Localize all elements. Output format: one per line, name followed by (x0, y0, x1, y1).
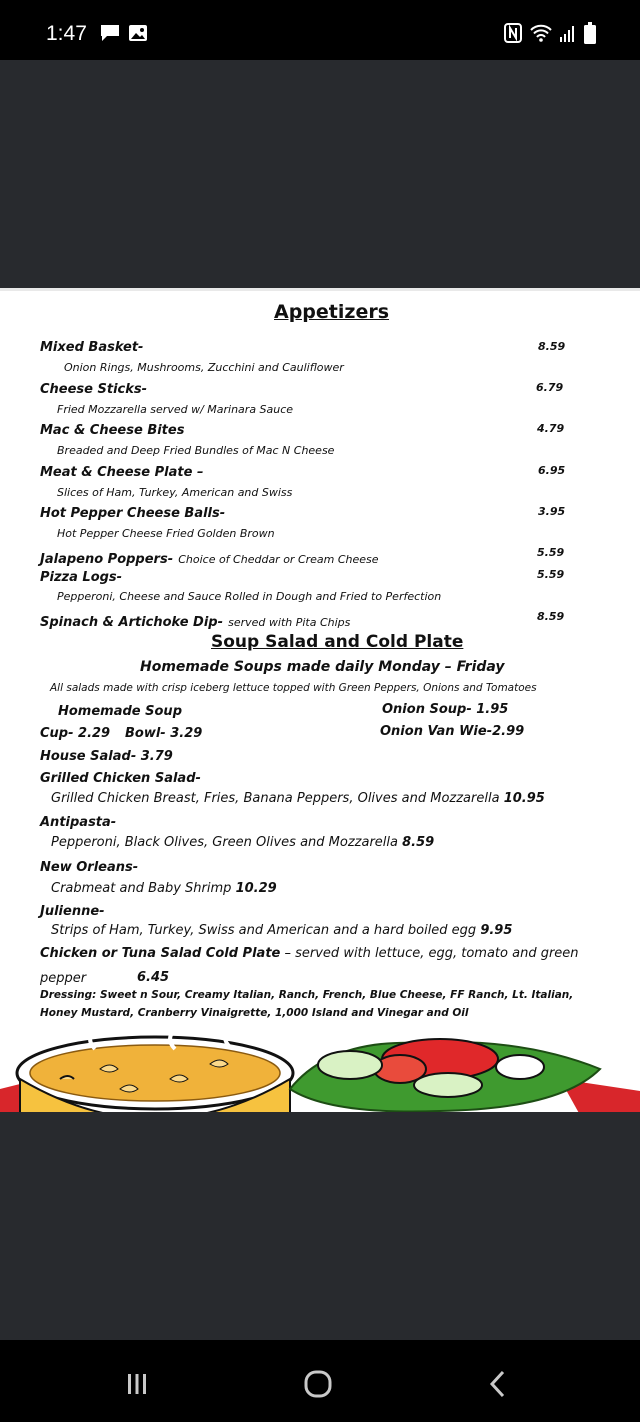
food-illustration (0, 1029, 640, 1112)
status-time: 1:47 (46, 22, 87, 45)
navigation-bar (0, 1340, 640, 1422)
antipasta-desc: Pepperoni, Black Olives, Green Olives and Mozzarella (51, 835, 398, 850)
julienne-price: 9.95 (480, 923, 513, 938)
appetizer-price: 4.79 (537, 422, 565, 435)
grilled-chicken-desc: Grilled Chicken Breast, Fries, Banana Peppers, Olives and Mozzarella (51, 791, 500, 806)
grilled-chicken-line (51, 791, 545, 806)
new-orleans-line (51, 881, 277, 896)
appetizer-line (40, 548, 379, 567)
status-bar (0, 0, 640, 60)
appetizers-heading: Appetizers (274, 301, 390, 323)
soup-salad-heading: Soup Salad and Cold Plate (211, 632, 464, 652)
back-button[interactable] (478, 1364, 518, 1404)
appetizer-name: Meat & Cheese Plate – (40, 465, 204, 480)
appetizer-name: Jalapeno Poppers- (40, 552, 174, 567)
antipasta-price: 8.59 (402, 835, 435, 850)
grilled-chicken-title: Grilled Chicken Salad- (40, 771, 201, 786)
appetizer-desc: served with Pita Chips (228, 616, 351, 629)
onion-van-wie: Onion Van Wie-2.99 (380, 724, 525, 739)
appetizer-desc: Slices of Ham, Turkey, American and Swiss (57, 486, 293, 499)
julienne-line (51, 923, 512, 938)
signal-icon (560, 24, 576, 46)
dressing-line-2: Honey Mustard, Cranberry Vinaigrette, 1,000 Island and Vinegar and Oil (40, 1007, 469, 1019)
appetizer-name: Mac & Cheese Bites (40, 423, 185, 438)
cold-plate-desc-2: pepper (40, 971, 87, 986)
bowl-price: Bowl- 3.29 (125, 726, 203, 741)
cup-price: Cup- 2.29 (40, 726, 111, 741)
new-orleans-price: 10.29 (235, 881, 277, 896)
cold-plate-desc: – served with lettuce, egg, tomato and green (280, 946, 579, 961)
appetizer-price: 8.59 (538, 340, 566, 353)
appetizer-desc: Hot Pepper Cheese Fried Golden Brown (57, 527, 275, 540)
image-icon (128, 24, 148, 46)
battery-icon (584, 22, 596, 48)
appetizer-desc: Breaded and Deep Fried Bundles of Mac N Cheese (57, 444, 335, 457)
appetizer-name: Cheese Sticks- (40, 382, 148, 397)
new-orleans-title: New Orleans- (40, 860, 139, 875)
grilled-chicken-price: 10.95 (503, 791, 545, 806)
appetizer-desc: Pepperoni, Cheese and Sauce Rolled in Dough and Fried to Perfection (57, 590, 442, 603)
cold-plate-title: Chicken or Tuna Salad Cold Plate (40, 946, 281, 961)
antipasta-line (51, 835, 434, 850)
appetizer-price: 5.59 (537, 568, 565, 581)
appetizer-price: 6.95 (538, 464, 566, 477)
home-button[interactable] (298, 1364, 338, 1404)
onion-soup: Onion Soup- 1.95 (382, 702, 509, 717)
dressing-line-1: Dressing: Sweet n Sour, Creamy Italian, Ranch, French, Blue Cheese, FF Ranch, Lt. Italian, (40, 989, 574, 1001)
house-salad: House Salad- 3.79 (40, 749, 173, 764)
appetizer-name: Pizza Logs- (40, 570, 123, 585)
nfc-icon (504, 23, 522, 47)
julienne-desc: Strips of Ham, Turkey, Swiss and American and a hard boiled egg (51, 923, 477, 938)
message-icon (100, 24, 120, 46)
homemade-soup: Homemade Soup (58, 704, 182, 719)
appetizer-price: 6.79 (536, 381, 564, 394)
recent-apps-button[interactable] (117, 1364, 157, 1404)
wifi-icon (530, 24, 552, 46)
appetizer-desc: Fried Mozzarella served w/ Marinara Sauce (57, 403, 294, 416)
appetizer-desc: Onion Rings, Mushrooms, Zucchini and Cauliflower (64, 361, 344, 374)
appetizer-name: Mixed Basket- (40, 340, 144, 355)
appetizer-line (40, 611, 350, 630)
appetizer-name: Spinach & Artichoke Dip- (40, 615, 224, 630)
cold-plate-price: 6.45 (137, 970, 170, 985)
appetizer-price: 5.59 (537, 546, 565, 559)
appetizer-price: 8.59 (537, 610, 565, 623)
salads-note: All salads made with crisp iceberg lettuce topped with Green Peppers, Onions and Tomatoes (50, 682, 537, 694)
cold-plate-line (40, 946, 579, 961)
appetizer-name: Hot Pepper Cheese Balls- (40, 506, 226, 521)
antipasta-title: Antipasta- (40, 815, 117, 830)
soups-subtitle: Homemade Soups made daily Monday – Friday (140, 659, 505, 675)
new-orleans-desc: Crabmeat and Baby Shrimp (51, 881, 232, 896)
menu-image[interactable] (0, 288, 640, 1112)
julienne-title: Julienne- (40, 904, 105, 919)
appetizer-desc: Choice of Cheddar or Cream Cheese (178, 553, 379, 566)
appetizer-price: 3.95 (538, 505, 566, 518)
